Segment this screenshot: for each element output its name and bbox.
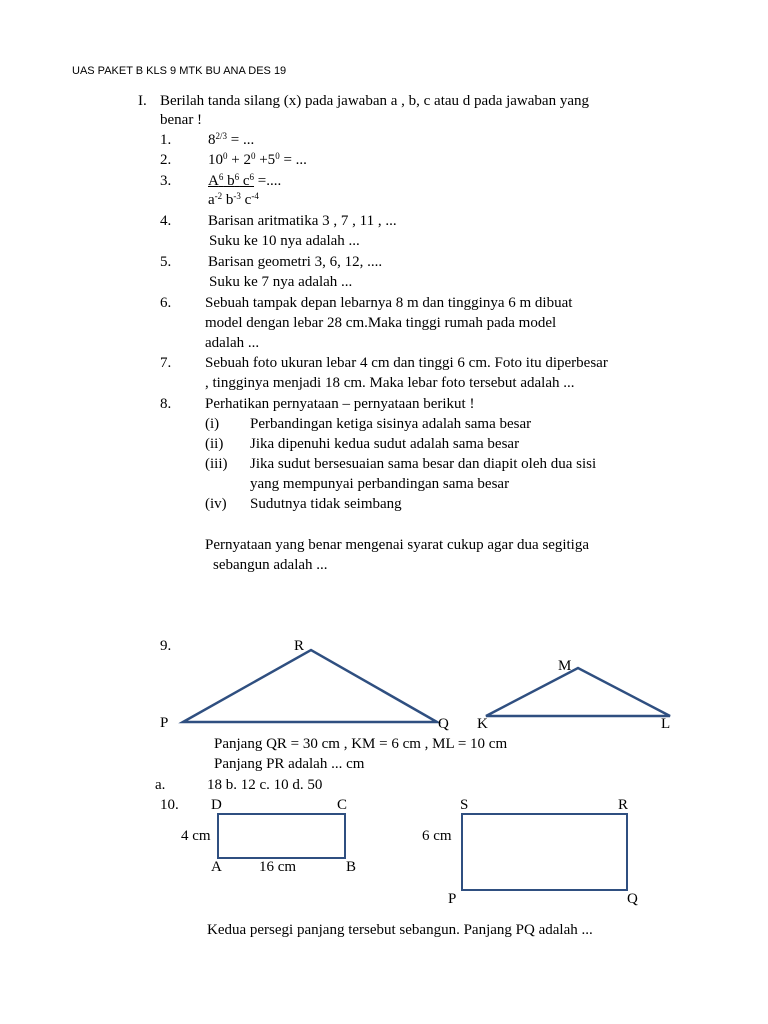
- q2-expression: $10^0 + 2^0 +5^0$ = ...: [208, 151, 307, 168]
- q9-line-2: Panjang PR adalah ... cm: [214, 756, 365, 772]
- q8-item-label: (iv): [205, 496, 227, 512]
- q10-question: Kedua persegi panjang tersebut sebangun. Panjang PQ adalah ...: [207, 922, 593, 938]
- q4-line-1: Barisan aritmatika 3 , 7 , 11 , ...: [208, 213, 397, 229]
- rectangle-pqrs: [461, 813, 628, 891]
- vertex-label-r: R: [294, 638, 305, 654]
- q7-number: 7.: [160, 355, 172, 371]
- q3-denominator: $a^{-2}$ $b^{-3}$ $c^{-4}$: [208, 191, 259, 208]
- q10-number: 10.: [160, 797, 179, 813]
- q9-options: 18 b. 12 c. 10 d. 50: [207, 777, 323, 793]
- vertex-label-p2: P: [448, 891, 457, 907]
- q3-number: 3.: [160, 173, 172, 189]
- q3-numerator: $A^6$ $b^6$ $c^6$ =....: [208, 172, 282, 189]
- q8-question-line-2: sebangun adalah ...: [213, 557, 328, 573]
- q9-option-marker: a.: [155, 777, 166, 793]
- q8-question-line-1: Pernyataan yang benar mengenai syarat cukup agar dua segitiga: [205, 537, 590, 553]
- vertex-label-b: B: [346, 859, 357, 875]
- dimension-width-abcd: 16 cm: [259, 859, 297, 875]
- q6-line-2: model dengan lebar 28 cm.Maka tinggi rumah pada model: [205, 315, 557, 331]
- q8-number: 8.: [160, 396, 172, 412]
- q5-line-1: Barisan geometri 3, 6, 12, ....: [208, 254, 383, 270]
- q1-number: 1.: [160, 132, 172, 148]
- q5-number: 5.: [160, 254, 172, 270]
- vertex-label-q2: Q: [627, 891, 638, 907]
- q6-line-1: Sebuah tampak depan lebarnya 8 m dan tingginya 6 m dibuat: [205, 295, 573, 311]
- vertex-label-d: D: [211, 797, 222, 813]
- triangle-klm: [486, 668, 670, 716]
- q8-intro: Perhatikan pernyataan – pernyataan berikut !: [205, 396, 475, 412]
- vertex-label-q: Q: [438, 716, 449, 732]
- q5-line-2: Suku ke 7 nya adalah ...: [209, 274, 353, 290]
- q8-item-label: (i): [205, 416, 220, 432]
- vertex-label-l: L: [661, 716, 671, 732]
- q8-item-text: Sudutnya tidak seimbang: [250, 496, 402, 512]
- document-header: UAS PAKET B KLS 9 MTK BU ANA DES 19: [72, 65, 287, 77]
- q7-line-2: , tingginya menjadi 18 cm. Maka lebar foto tersebut adalah ...: [205, 375, 575, 391]
- vertex-label-p: P: [160, 715, 169, 731]
- vertex-label-s: S: [460, 797, 469, 813]
- q7-line-1: Sebuah foto ukuran lebar 4 cm dan tinggi 6 cm. Foto itu diperbesar: [205, 355, 608, 371]
- q8-item-text: Perbandingan ketiga sisinya adalah sama besar: [250, 416, 532, 432]
- dimension-height-abcd: 4 cm: [181, 828, 211, 844]
- rectangle-abcd: [217, 813, 346, 859]
- q1-expression: $8^{2/3}$ = ...: [208, 131, 255, 148]
- triangle-pqr: [183, 650, 437, 722]
- q2-number: 2.: [160, 152, 172, 168]
- q8-item-text: Jika sudut bersesuaian sama besar dan diapit oleh dua sisi: [250, 456, 597, 472]
- q4-line-2: Suku ke 10 nya adalah ...: [209, 233, 360, 249]
- q6-line-3: adalah ...: [205, 335, 260, 351]
- section-marker: I.: [138, 93, 147, 109]
- q9-number: 9.: [160, 638, 172, 654]
- q8-item-text: Jika dipenuhi kedua sudut adalah sama besar: [250, 436, 520, 452]
- q8-item-label: (iii): [205, 456, 228, 472]
- vertex-label-c: C: [337, 797, 348, 813]
- q8-item-label: (ii): [205, 436, 224, 452]
- vertex-label-r2: R: [618, 797, 629, 813]
- dimension-height-pqrs: 6 cm: [422, 828, 452, 844]
- q9-line-1: Panjang QR = 30 cm , KM = 6 cm , ML = 10 cm: [214, 736, 508, 752]
- instruction-line-2: benar !: [160, 112, 203, 128]
- vertex-label-a: A: [211, 859, 222, 875]
- q8-item-text-continued: yang mempunyai perbandingan sama besar: [250, 476, 510, 492]
- vertex-label-m: M: [558, 658, 572, 674]
- q4-number: 4.: [160, 213, 172, 229]
- instruction-line-1: Berilah tanda silang (x) pada jawaban a , b, c atau d pada jawaban yang: [160, 93, 589, 109]
- q6-number: 6.: [160, 295, 172, 311]
- vertex-label-k: K: [477, 716, 488, 732]
